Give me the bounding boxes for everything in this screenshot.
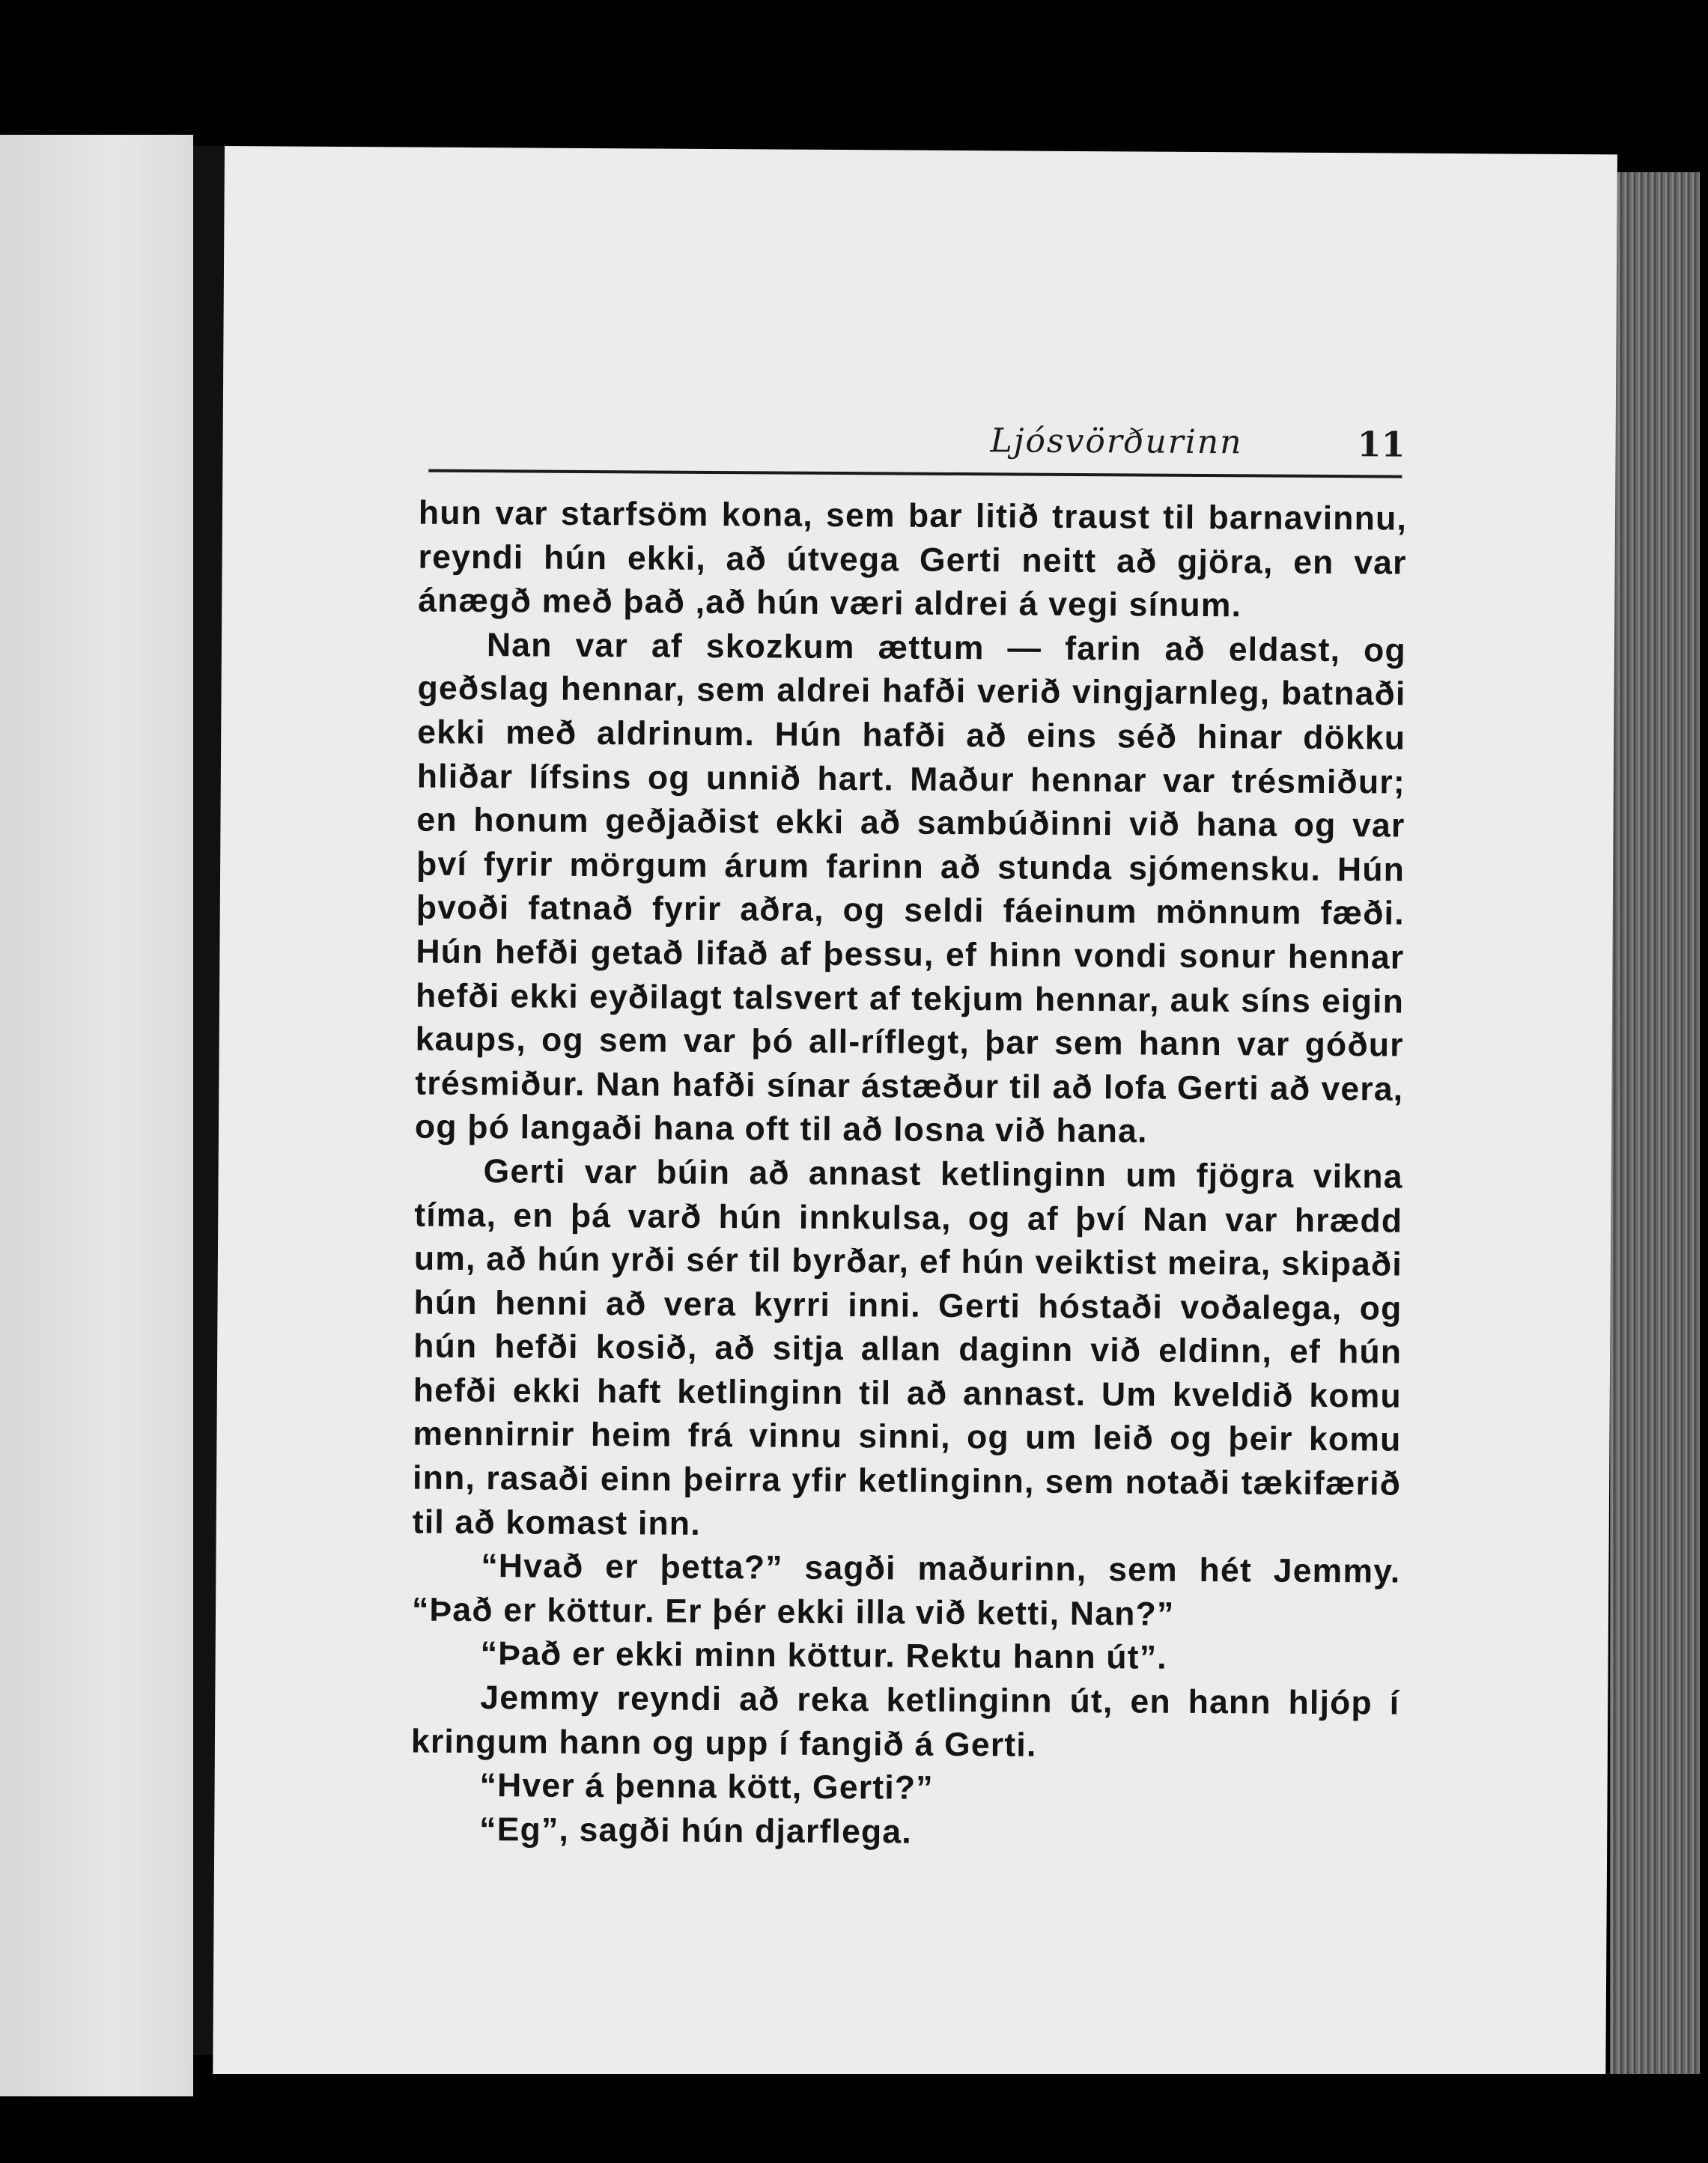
page-number: 11 bbox=[1357, 424, 1405, 465]
paragraph: “Hvað er þetta?” sagði maðurinn, sem hét Jemmy. “Það er köttur. Er þér ekki illa við ketti, Nan?” bbox=[411, 1548, 1401, 1633]
paragraph: Jemmy reyndi að reka ketlinginn út, en hann hljóp í kringum hann og upp í fangið á Gerti. bbox=[410, 1679, 1400, 1764]
book-page bbox=[213, 146, 1617, 2105]
previous-page-edge bbox=[0, 135, 193, 2096]
page-header bbox=[428, 419, 1405, 499]
paragraph: hun var starfsöm kona, sem bar litið traust til barnavinnu, reyndi hún ekki, að útvega Gerti neitt að gjöra, en var ánægð með það ,að hún væri aldrei á vegi sínum. bbox=[418, 494, 1408, 624]
paragraph: Gerti var búin að annast ketlinginn um fjögra vikna tíma, en þá varð hún innkulsa, og af því Nan var hrædd um, að hún yrði sér til byrðar, ef hún veiktist meira, skipaði hún henni að vera kyrri inni. Gerti hóstaði voðalega, og hún hefði kosið, að sitja allan daginn við eldinn, ef hún hefði ekki haft ketlinginn til að annast. Um kveldið komu mennirnir heim frá vinnu sinni, og um leið og þeir komu inn, rasaði einn þeirra yfir ketlinginn, sem notaði tækifærið til að komast inn. bbox=[412, 1153, 1403, 1542]
paragraph: “Það er ekki minn köttur. Rektu hann út”. bbox=[480, 1635, 1167, 1677]
header-rule bbox=[428, 469, 1402, 478]
bottom-shadow bbox=[193, 2074, 1708, 2163]
running-title: Ljósvörðurinn bbox=[990, 422, 1243, 462]
paragraph: “Eg”, sagði hún djarflega. bbox=[479, 1810, 913, 1851]
paragraph: Nan var af skozkum ættum — farin að eldast, og geðslag hennar, sem aldrei hafði verið vingjarnleg, batnaði ekki með aldrinum. Hún hafði að eins séð hinar dökku hliðar lífsins og unnið hart. Maður hennar var trésmiður; en honum geðjaðist ekki að sambúðinni við hana og var því fyrir mörgum árum farinn að stunda sjómensku. Hún þvoði fatnað fyrir aðra, og seldi fáeinum mönnum fæði. Hún hefði getað lifað af þessu, ef hinn vondi sonur hennar hefði ekki eyðilagt talsvert af tekjum hennar, auk síns eigin kaups, og sem var þó all-ríflegt, þar sem hann var góður trésmiður. Nan hafði sínar ástæður til að lofa Gerti að vera, og þó langaði hana oft til að losna við hana. bbox=[414, 626, 1407, 1150]
page-stack-edge bbox=[1610, 172, 1700, 2096]
paragraph: “Hver á þenna kött, Gerti?” bbox=[479, 1767, 934, 1807]
body-text bbox=[410, 492, 1407, 1858]
